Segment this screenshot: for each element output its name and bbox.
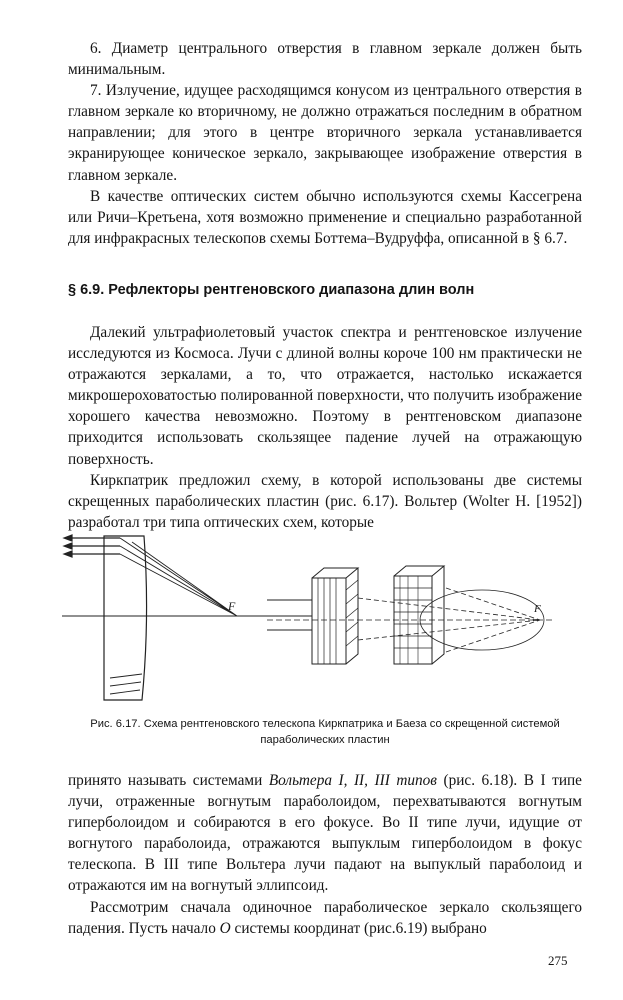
section-heading: § 6.9. Рефлекторы рентгеновского диапазона длин волн <box>68 282 475 298</box>
plate-stack-1-lines <box>318 578 336 664</box>
plate-hatching <box>110 674 142 694</box>
paragraph-optical-systems: В качестве оптических систем обычно используются схемы Кассегрена или Ричи–Кретьена, хотя возможно применение и специально разработанной для инфракрасных телескопов схемы Боттема–Вудруффа, описанной в § 6.7. <box>68 187 582 247</box>
page-number: 275 <box>548 953 568 968</box>
ray-arrow-icon <box>64 535 72 557</box>
list-item-6: 6. Диаметр центрального отверстия в главном зеркале должен быть минимальным. <box>68 40 582 79</box>
plate-stack-1-slats <box>346 580 358 646</box>
focus-label-right: F <box>534 603 541 615</box>
incoming-rays-right <box>267 600 312 630</box>
paragraph-xray-intro: Далекий ультрафиолетовый участок спектра и рентгеновское излучение исследуются из Космоса. Лучи с длиной волны короче 100 нм практически не отражаются зеркалами, а то, что отражается, настолько искажается микрошероховатостью полированной поверхности, что получить изображение хорошего качества невозможно. Поэтому в рентгеновском диапазоне приходится использовать скользящее падение лучей на отражающую поверхность. <box>68 324 582 468</box>
kirkpatrick-plate-diagram <box>62 535 302 700</box>
paragraph-kirkpatrick: Киркпатрик предложил схему, в которой использованы две системы скрещенных параболических пластин (рис. 6.17). Вольтер (Wolter H. [1952]) разработал три типа оптических схем, которые <box>68 471 582 531</box>
intro-text <box>68 38 582 249</box>
section-text <box>68 322 582 533</box>
list-item-7: 7. Излучение, идущее расходящимся конусом из центрального отверстия в главном зеркале ко вторичному, не должно отражаться последним в обратном направлении; для этого в центре вторичного зеркала устанавливается экранирующее коническое зеркало, закрывающее изображение отверстия в главном зеркале. <box>68 82 582 184</box>
incoming-rays <box>70 538 120 554</box>
continuation-text <box>68 770 582 939</box>
crossed-plates-diagram <box>267 566 552 664</box>
plate-stack-1-front <box>312 578 346 664</box>
plate-stack-1-depth <box>312 568 358 664</box>
paragraph-wolter-types: принято называть системами Вольтера I, II, III типов (рис. 6.18). В I типе лучи, отраженные вогнутым параболоидом, перехватываются вогнутым гиперболоидом и собираются в его фокусе. Во II типе лучи, идущие от вогнутого параболоида, отражаются выпуклым гиперболоидом в фокус телескопа. В III типе Вольтера лучи падают на выпуклый параболоид и отражаются им на вогнутый эллипсоид. <box>68 772 582 895</box>
plate-stack-2-depth <box>394 566 444 664</box>
paragraph-single-mirror: Рассмотрим сначала одиночное параболическое зеркало скользящего падения. Пусть начало O системы координат (рис.6.19) выбрано <box>68 898 582 937</box>
figure-6-17 <box>62 528 562 714</box>
reflected-rays <box>120 538 237 616</box>
parabolic-plate <box>104 536 147 700</box>
focus-label-left: F <box>228 599 236 613</box>
figure-caption: Рис. 6.17. Схема рентгеновского телескопа Киркпатрика и Баеза со скрещенной системой параболических пластин <box>90 718 560 746</box>
